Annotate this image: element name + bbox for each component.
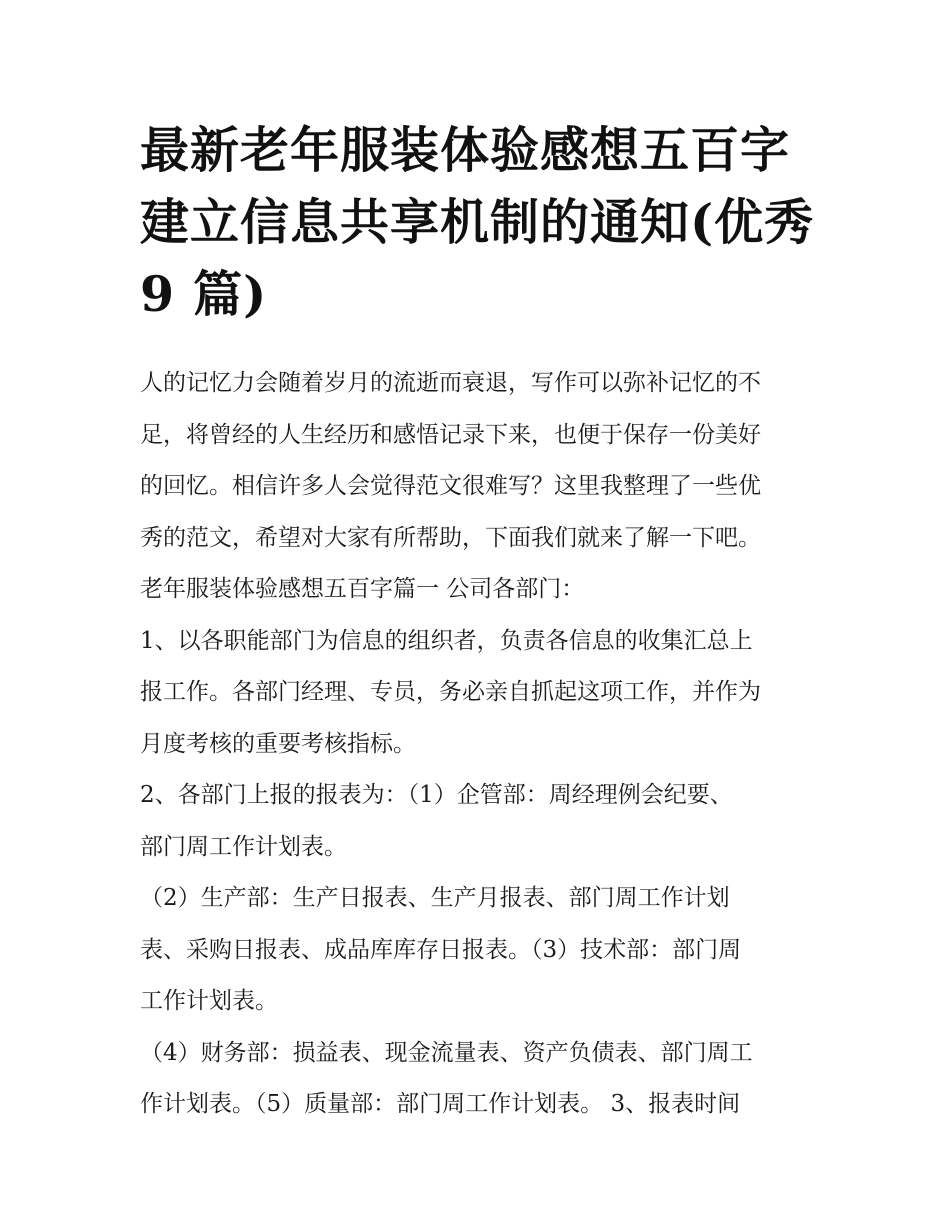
body-line: 足，将曾经的人生经历和感悟记录下来，也便于保存一份美好 xyxy=(140,421,761,448)
body-line: （4）财务部：损益表、现金流量表、资产负债表、部门周工 xyxy=(140,1039,753,1066)
body-line: 工作计划表。 xyxy=(140,988,278,1014)
body-line: 1、以各职能部门为信息的组织者，负责各信息的收集汇总上 xyxy=(140,627,753,654)
body-line: 秀的范文，希望对大家有所帮助，下面我们就来了解一下吧。 xyxy=(140,524,761,551)
body-line: 作计划表。（5）质量部：部门周工作计划表。 3、报表时间 xyxy=(140,1091,741,1117)
title-line-2: 建立信息共享机制的通知(优秀 xyxy=(140,193,815,251)
document-body xyxy=(140,358,830,1131)
body-line: 报工作。各部门经理、专员，务必亲自抓起这项工作，并作为 xyxy=(140,679,761,705)
title-line-3: 9 篇) xyxy=(140,265,268,323)
document-title xyxy=(140,114,820,330)
body-line: 表、采购日报表、成品库库存日报表。（3）技术部：部门周 xyxy=(140,936,742,963)
title-line-1: 最新老年服装体验感想五百字 xyxy=(140,121,791,179)
body-line: 2、各部门上报的报表为：（1）企管部：周经理例会纪要、 xyxy=(140,782,733,808)
body-line: 部门周工作计划表。 xyxy=(140,833,347,860)
section-heading: 老年服装体验感想五百字篇一 公司各部门： xyxy=(140,576,585,602)
body-line: （2）生产部：生产日报表、生产月报表、部门周工作计划 xyxy=(140,885,730,911)
body-line: 的回忆。相信许多人会觉得范文很难写？这里我整理了一些优 xyxy=(140,473,761,499)
body-line: 月度考核的重要考核指标。 xyxy=(140,730,416,757)
body-line: 人的记忆力会随着岁月的流逝而衰退，写作可以弥补记忆的不 xyxy=(140,370,761,396)
